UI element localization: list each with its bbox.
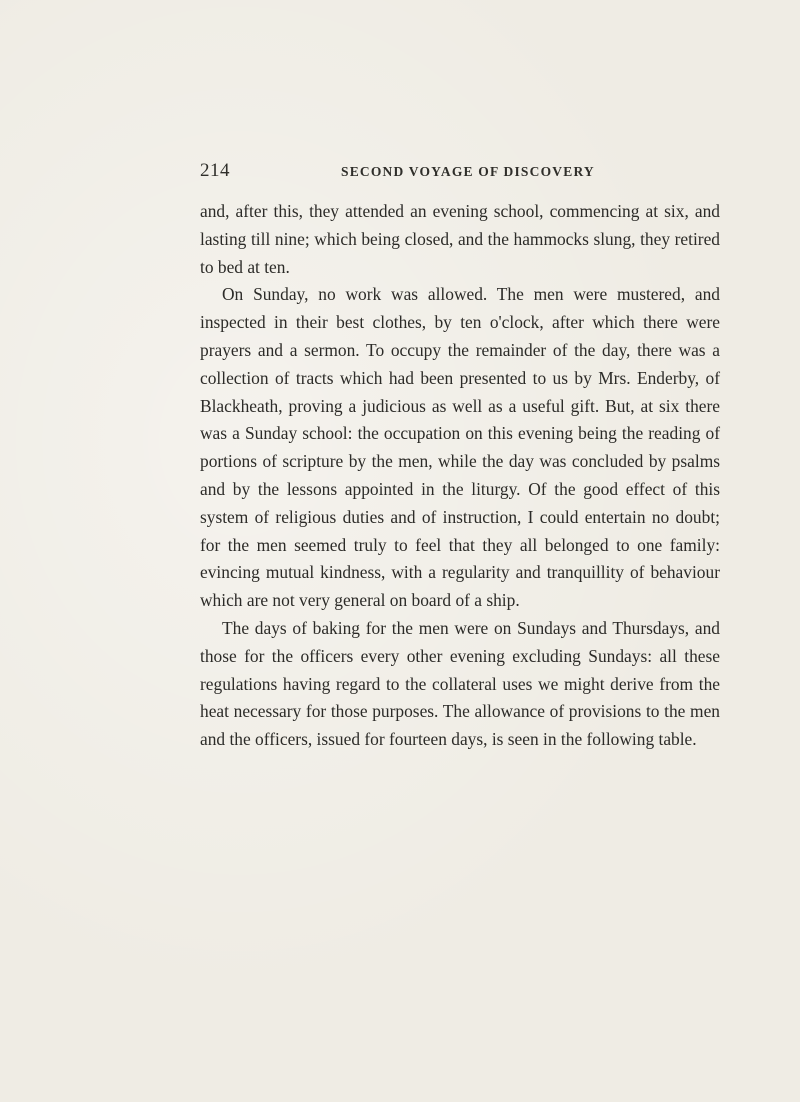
body-text — [200, 198, 720, 754]
paragraph-continuation: and, after this, they attended an evening school, commencing at six, and lasting till nine; which being closed, and the hammocks slung, they retired to bed at ten. — [200, 201, 720, 277]
running-head — [200, 160, 720, 186]
running-title: SECOND VOYAGE OF DISCOVERY — [341, 164, 595, 179]
paragraph-sunday: On Sunday, no work was allowed. The men were mustered, and inspected in their best clothes, by ten o'clock, after which there were prayers and a sermon. To occupy the remainder of the day, there was a collection of tracts which had been presented to us by Mrs. Enderby, of Blackheath, proving a judicious as well as a useful gift. But, at six there was a Sunday school: the occupation on this evening being the reading of portions of scripture by the men, while the day was concluded by psalms and by the lessons appointed in the liturgy. Of the good effect of this system of religious duties and of instruction, I could entertain no doubt; for the men seemed truly to feel that they all belonged to one family: evincing mutual kindness, with a regularity and tranquillity of behaviour which are not very general on board of a ship. — [200, 284, 720, 611]
paragraph-baking: The days of baking for the men were on Sundays and Thursdays, and those for the officers every other evening excluding Sundays: all these regulations having regard to the collateral uses we might derive from the heat necessary for those purposes. The allowance of provisions to the men and the officers, issued for fourteen days, is seen in the following table. — [200, 617, 720, 750]
page-number: 214 — [200, 160, 230, 181]
